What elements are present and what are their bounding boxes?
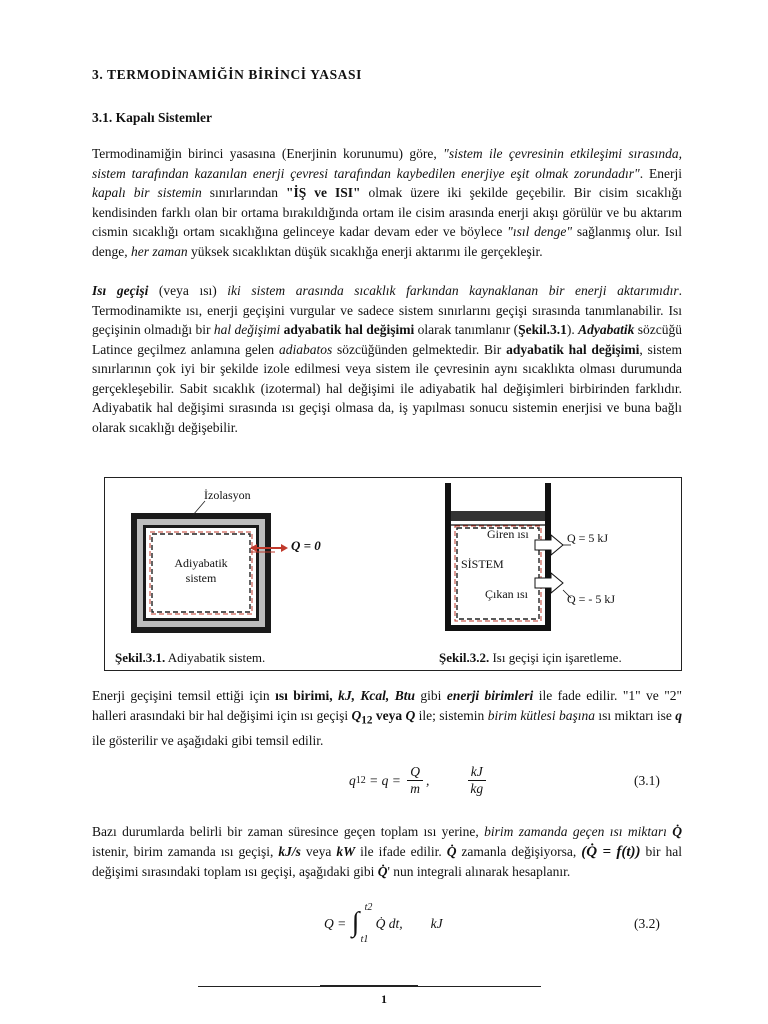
eq1-num: Q <box>407 764 423 781</box>
text: olarak tanımlanır ( <box>414 322 519 337</box>
eq1-comma: , <box>425 772 430 788</box>
cylinder-left-wall <box>445 483 451 631</box>
symbol-q: Q <box>351 707 362 723</box>
eq1-lhs: q <box>349 772 356 788</box>
cylinder-bottom <box>445 625 551 631</box>
caption-text-2: Isı geçişi için işaretleme. <box>489 650 622 665</box>
caption-ref-1: Şekil.3.1. <box>115 650 166 665</box>
symbol-qdot: Q̇ <box>377 864 388 879</box>
heat-in-label: Giren ısı <box>487 527 529 541</box>
page-number: 1 <box>381 992 387 1006</box>
eq1-unit-num: kJ <box>468 764 486 781</box>
eq2-body: Q̇ dt, <box>375 916 403 931</box>
eq1-fraction <box>407 764 423 797</box>
eq1-den: m <box>410 781 420 796</box>
text: ile fade edilir. "1" ve "2" halleri arasındaki bir hal değişimi için ısı geçişi <box>92 688 682 723</box>
text: , sistem sınırlarının çok iyi bir şekilde izole edilmesi veya sistem ile çevresinin aynı sıcaklıkta olması durumunda gerçekleşebilir. Sabit sıcaklık (izotermal) hal değişimi ile adiyabatik hal değişimleri birbirinden farklıdır. Adiyabatik hal değişimi sırasında ısı geçişi olmasa da, iş yapılması sonucu sistemin enerjisi ve buna bağlı olarak sıcaklığı değişebilir. <box>92 341 682 435</box>
text-bold: "İŞ ve ISI" <box>285 185 361 200</box>
heat-out-label: Çıkan ısı <box>485 587 529 601</box>
text: bir hal değişimi sırasındaki toplam ısı geçişi, aşağıdaki gibi <box>92 843 682 879</box>
symbol-qdot: Q̇ <box>446 843 457 859</box>
figure-caption-1 <box>115 650 265 666</box>
equation-number-3-1: (3.1) <box>634 773 660 788</box>
text-bold: adyabatik hal değişimi <box>280 322 415 337</box>
equation-3-1 <box>349 764 489 797</box>
text-italic: iki sistem arasında sıcaklık farkından kaynaklanan bir enerji aktarımıdır <box>227 283 679 298</box>
adiabatic-label-line2: sistem <box>185 571 217 585</box>
text: (veya ısı) <box>148 283 228 298</box>
piston <box>451 511 545 521</box>
eq2-integral-block <box>350 904 372 944</box>
eq1-lhs-sub: 12 <box>355 775 366 786</box>
heat-arrow-right <box>281 544 288 552</box>
unit-kjs: kJ/s <box>278 843 301 859</box>
paragraph-heat-units <box>92 686 682 750</box>
text: olmak üzere iki şekilde geçebilir. Bir cisim sıcaklığı kendisinden farklı olan bir ortama bırakıldığında ortam ile cisim arasında enerji akışı görülür ve bu aktarım cismin sıcaklığı ortam sıcaklığına gelinceye kadar devam eder ve böylece <box>92 185 682 239</box>
text: ısı miktarı ise <box>594 707 676 723</box>
text: ile ifade edilir. <box>355 843 447 859</box>
text-italic: adiabatos <box>278 341 333 357</box>
adiabatic-label <box>167 556 235 586</box>
text-bold-italic: Adyabatik <box>578 322 635 337</box>
figure-box <box>104 477 682 671</box>
text-bold-italic: Isı geçişi <box>92 283 149 298</box>
text-italic: hal değişimi <box>213 322 281 337</box>
text: Termodinamiğin birinci yasasına (Enerjinin korunumu) göre, <box>92 146 444 161</box>
unit-kw: kW <box>336 843 356 859</box>
equation-3-2 <box>324 904 443 944</box>
sistem-label: SİSTEM <box>461 557 504 571</box>
q-zero-label: Q = 0 <box>291 538 321 553</box>
footer-rule-accent <box>320 985 418 987</box>
paragraph-heat-rate <box>92 822 682 882</box>
caption-text-1: Adiyabatik sistem. <box>165 650 266 665</box>
text: zamanla değişiyorsa, <box>456 843 582 859</box>
symbol-qdot: Q̇ <box>672 824 682 839</box>
text-bold: veya <box>372 707 406 723</box>
eq2-lhs: Q = <box>324 916 350 931</box>
figure-ref: Şekil.3.1 <box>518 322 567 337</box>
figure-caption-2 <box>439 650 622 666</box>
text: Bazı durumlarda belirli bir zaman süresince geçen toplam ısı yerine, <box>92 824 485 839</box>
cylinder-right-wall <box>545 483 551 631</box>
text: . Enerji <box>639 165 682 181</box>
eq1-unit <box>467 764 486 797</box>
text: sözcüğünden gelmektedir. Bir <box>332 341 507 357</box>
text: sağlanmış olur. Isıl denge, <box>92 224 683 259</box>
text-bold-italic: enerji birimleri <box>446 688 534 703</box>
caption-ref-2: Şekil.3.2. <box>439 650 490 665</box>
eq1-mid: = q = <box>365 772 405 788</box>
text: ile; sistemin <box>415 707 488 723</box>
text: istenir, birim zamanda ısı geçişi, <box>92 843 279 859</box>
symbol-q-lower: q <box>675 707 683 723</box>
text-bold-italic: kJ, Kcal, Btu <box>338 688 415 703</box>
text-bold: adyabatik hal değişimi <box>506 341 640 357</box>
text: Enerji geçişini temsil ettiği için <box>92 688 276 703</box>
text-italic: birim kütlesi başına <box>487 707 595 723</box>
chapter-title: 3. TERMODİNAMİĞİN BİRİNCİ YASASI <box>92 67 362 82</box>
paragraph-heat-transfer <box>92 281 682 437</box>
eq2-unit: kJ <box>430 916 443 931</box>
integral-upper: t2 <box>364 902 373 913</box>
text: veya <box>300 843 337 859</box>
text: ile gösterilir ve aşağıdaki gibi temsil edilir. <box>92 732 324 748</box>
text: ' nun integrali alınarak hesaplanır. <box>387 864 571 879</box>
eq1-unit-den: kg <box>470 781 484 796</box>
q-out-label: Q = - 5 kJ <box>567 592 616 606</box>
expression-qdot-ft: (Q̇ = f(t)) <box>581 843 641 860</box>
insulation-label: İzolasyon <box>204 488 251 502</box>
text-italic: birim zamanda geçen ısı miktarı <box>484 824 667 839</box>
symbol-q-sub: 12 <box>361 714 373 727</box>
text: sınırlarından <box>201 185 286 200</box>
text: yüksek sıcaklıktan düşük sıcaklığa enerji aktarımı ile gerçekleşir. <box>187 243 543 259</box>
symbol-Q: Q <box>405 707 416 723</box>
text-italic: "ısıl denge" <box>507 224 573 239</box>
integral-sign: ∫ <box>351 907 360 938</box>
text: ). <box>566 322 579 337</box>
text-italic: her zaman <box>130 243 188 259</box>
text-bold: ısı birimi, <box>275 688 339 703</box>
insulation-pointer-line <box>193 501 205 515</box>
text: gibi <box>414 688 447 703</box>
text: . Termodinamikte ısı, enerji geçişini vurgular ve sadece sistem sınırlarını geçişi sırasında tanımlanabilir. Isı geçişinin olmadığı bir <box>92 283 682 337</box>
paragraph-first-law <box>92 144 682 261</box>
equation-number-3-2: (3.2) <box>634 916 660 931</box>
text-italic: kapalı bir sistemin <box>92 185 202 200</box>
text-italic: "sistem ile çevresinin etkileşimi sırasında, sistem tarafından kazanılan enerji çevresi tarafından kaybedilen enerjiye eşit olmak zorundadır" <box>92 146 682 181</box>
q-in-label: Q = 5 kJ <box>567 531 609 545</box>
text: sözcüğü Latince geçilmez anlamına gelen <box>92 322 682 357</box>
integral-lower: t1 <box>360 934 369 945</box>
adiabatic-label-line1: Adiyabatik <box>174 556 228 570</box>
section-title: 3.1. Kapalı Sistemler <box>92 110 212 125</box>
